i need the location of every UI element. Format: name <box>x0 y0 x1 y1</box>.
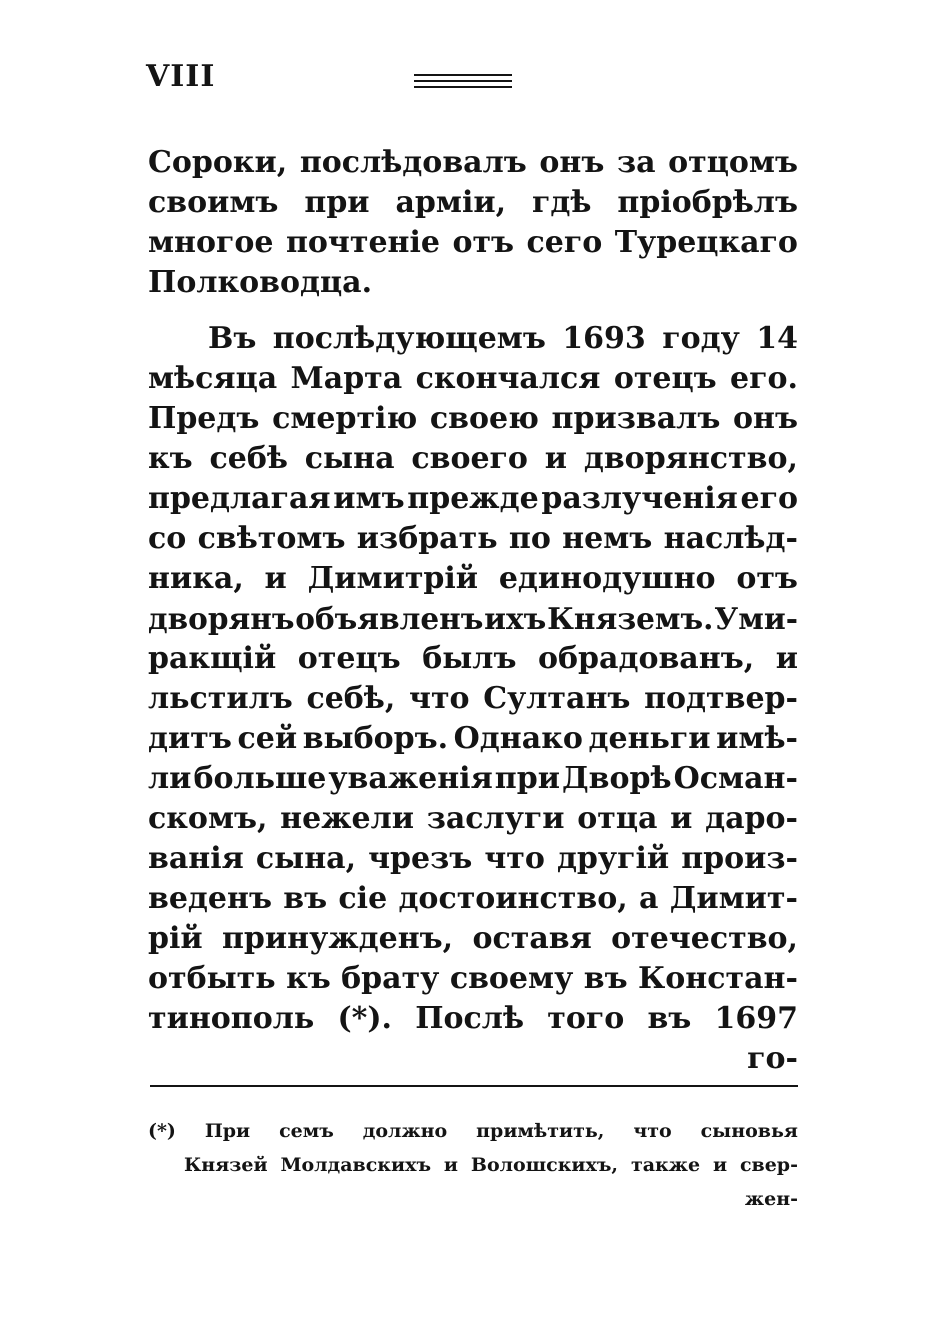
word: скомъ, <box>148 801 268 836</box>
word: отечество, <box>611 921 798 956</box>
word: Князей <box>184 1154 268 1176</box>
word: со <box>148 521 187 556</box>
text-line <box>148 185 798 220</box>
word: сына, <box>255 841 357 876</box>
word: должно <box>362 1120 448 1142</box>
text-line: Полководца. <box>148 265 373 300</box>
word: себѣ <box>209 441 288 476</box>
word: другій <box>556 841 670 876</box>
word: дворянъ <box>148 601 295 636</box>
word: себѣ, <box>306 681 396 716</box>
word: 14 <box>756 321 798 356</box>
word: многое <box>148 225 274 260</box>
word: веденъ <box>148 881 272 916</box>
word: мѣсяца <box>148 361 278 396</box>
word: также <box>630 1154 701 1176</box>
word: 1697 <box>714 1001 798 1036</box>
word: Марта <box>290 361 403 396</box>
word: и <box>670 801 693 836</box>
word: послѣдовалъ <box>299 145 527 180</box>
word: оставя <box>472 921 592 956</box>
text-line <box>148 841 798 876</box>
word: скончался <box>415 361 601 396</box>
word: отъ <box>452 225 515 260</box>
word: принужденъ, <box>221 921 454 956</box>
word: Дворѣ <box>561 761 672 796</box>
word: избрать <box>356 521 498 556</box>
word: отца <box>577 801 658 836</box>
word: Сороки, <box>148 145 288 180</box>
word: дитъ <box>148 721 232 756</box>
word: немъ <box>562 521 653 556</box>
word: своею <box>429 401 539 436</box>
word: наслѣд- <box>663 521 798 556</box>
word: прежде <box>407 481 539 516</box>
word: нежели <box>280 801 414 836</box>
word: и <box>264 561 287 596</box>
text-line <box>148 961 798 996</box>
footnote-catchword: жен- <box>744 1188 798 1210</box>
word: объявленъ <box>295 601 484 636</box>
word: при <box>304 185 370 220</box>
word: Молдавскихъ <box>280 1154 432 1176</box>
word: достоинство, <box>398 881 628 916</box>
word: сыновья <box>700 1120 798 1142</box>
word: сына <box>304 441 395 476</box>
word: Уми- <box>714 601 798 636</box>
word: льстилъ <box>148 681 293 716</box>
word: Предъ <box>148 401 260 436</box>
ornament-rule-middle <box>414 80 512 82</box>
word: отъ <box>736 561 798 596</box>
word: гдѣ <box>531 185 592 220</box>
word: и <box>544 441 568 476</box>
word: Турецкаго <box>614 225 798 260</box>
footnote-line <box>148 1122 798 1141</box>
word: а <box>638 881 659 916</box>
word: отцомъ <box>668 145 798 180</box>
word: семъ <box>279 1120 334 1142</box>
header-ornament <box>414 74 512 90</box>
word: ника, <box>148 561 244 596</box>
word: Послѣ <box>415 1001 525 1036</box>
word: онъ <box>733 401 798 436</box>
word: и <box>443 1154 459 1176</box>
word: имъ <box>333 481 405 516</box>
word: своимъ <box>148 185 279 220</box>
text-line <box>148 641 798 676</box>
word: При <box>204 1120 251 1142</box>
word: даро- <box>705 801 798 836</box>
word: что <box>408 681 470 716</box>
word: имѣ- <box>716 721 798 756</box>
word: послѣдующемъ <box>272 321 546 356</box>
text-line <box>148 881 798 916</box>
word: по <box>508 521 551 556</box>
ornament-rule-top <box>414 74 512 76</box>
word: былъ <box>422 641 517 676</box>
word: брату <box>341 961 440 996</box>
word: году <box>662 321 740 356</box>
text-line <box>148 145 798 180</box>
word: уваженія <box>328 761 493 796</box>
word: что <box>633 1120 672 1142</box>
word: Однако <box>453 721 583 756</box>
text-line <box>148 521 798 556</box>
word: тинополь <box>148 1001 315 1036</box>
text-line <box>148 721 798 756</box>
word: въ <box>647 1001 692 1036</box>
text-line <box>148 441 798 476</box>
text-line <box>148 225 798 260</box>
footnote-rule <box>150 1085 798 1087</box>
word: свер- <box>739 1154 798 1176</box>
text-line <box>148 921 798 956</box>
word: произ- <box>681 841 798 876</box>
word: отбыть <box>148 961 276 996</box>
word: ихъ <box>484 601 547 636</box>
word: рій <box>148 921 203 956</box>
word: Въ <box>208 321 257 356</box>
word: (*). <box>337 1001 393 1036</box>
word: своему <box>449 961 574 996</box>
word: своего <box>411 441 528 476</box>
word: ракщій <box>148 641 277 676</box>
word: и <box>775 641 798 676</box>
word: за <box>616 145 656 180</box>
word: призвалъ <box>551 401 721 436</box>
word: ли <box>148 761 192 796</box>
word: 1693 <box>562 321 646 356</box>
word: предлагая <box>148 481 331 516</box>
word: въ <box>283 881 328 916</box>
word: подтвер- <box>644 681 798 716</box>
text-line <box>208 321 798 356</box>
word: къ <box>148 441 193 476</box>
word: его <box>740 481 798 516</box>
word: Димитрій <box>307 561 479 596</box>
word: пріобрѣлъ <box>617 185 798 220</box>
word: въ <box>583 961 628 996</box>
text-line <box>148 481 798 516</box>
word: разлученія <box>541 481 738 516</box>
word: сіе <box>338 881 388 916</box>
word: Княземъ. <box>547 601 714 636</box>
word: смертію <box>272 401 418 436</box>
page-number: VIII <box>146 59 216 94</box>
word: Осман- <box>673 761 798 796</box>
ornament-rule-bottom <box>414 86 512 88</box>
word: свѣтомъ <box>197 521 346 556</box>
word: примѣтить, <box>476 1120 605 1142</box>
word: чрезъ <box>368 841 473 876</box>
text-line <box>148 1001 798 1036</box>
text-line <box>148 681 798 716</box>
word: (*) <box>148 1120 176 1142</box>
word: къ <box>286 961 331 996</box>
word: при <box>494 761 560 796</box>
word: арміи, <box>395 185 507 220</box>
catchword: го- <box>747 1041 798 1076</box>
word: ванія <box>148 841 244 876</box>
text-line <box>148 761 798 796</box>
word: его. <box>730 361 798 396</box>
text-line <box>148 361 798 396</box>
word: что <box>484 841 545 876</box>
word: сего <box>526 225 603 260</box>
word: и <box>712 1154 728 1176</box>
text-line <box>148 561 798 596</box>
word: единодушно <box>498 561 716 596</box>
footnote-line <box>184 1156 798 1175</box>
word: Констан- <box>638 961 798 996</box>
word: Димит- <box>669 881 798 916</box>
word: больше <box>193 761 327 796</box>
text-line <box>148 401 798 436</box>
word: сей <box>237 721 298 756</box>
word: почтеніе <box>285 225 440 260</box>
word: Волошскихъ, <box>470 1154 619 1176</box>
word: заслуги <box>426 801 565 836</box>
word: дворянство, <box>583 441 798 476</box>
word: Султанъ <box>483 681 631 716</box>
word: обрадованъ, <box>538 641 755 676</box>
text-line <box>148 601 798 636</box>
word: отецъ <box>297 641 401 676</box>
text-line <box>148 801 798 836</box>
word: отецъ <box>613 361 717 396</box>
word: того <box>547 1001 625 1036</box>
word: деньги <box>588 721 711 756</box>
word: онъ <box>539 145 605 180</box>
word: выборъ. <box>302 721 449 756</box>
